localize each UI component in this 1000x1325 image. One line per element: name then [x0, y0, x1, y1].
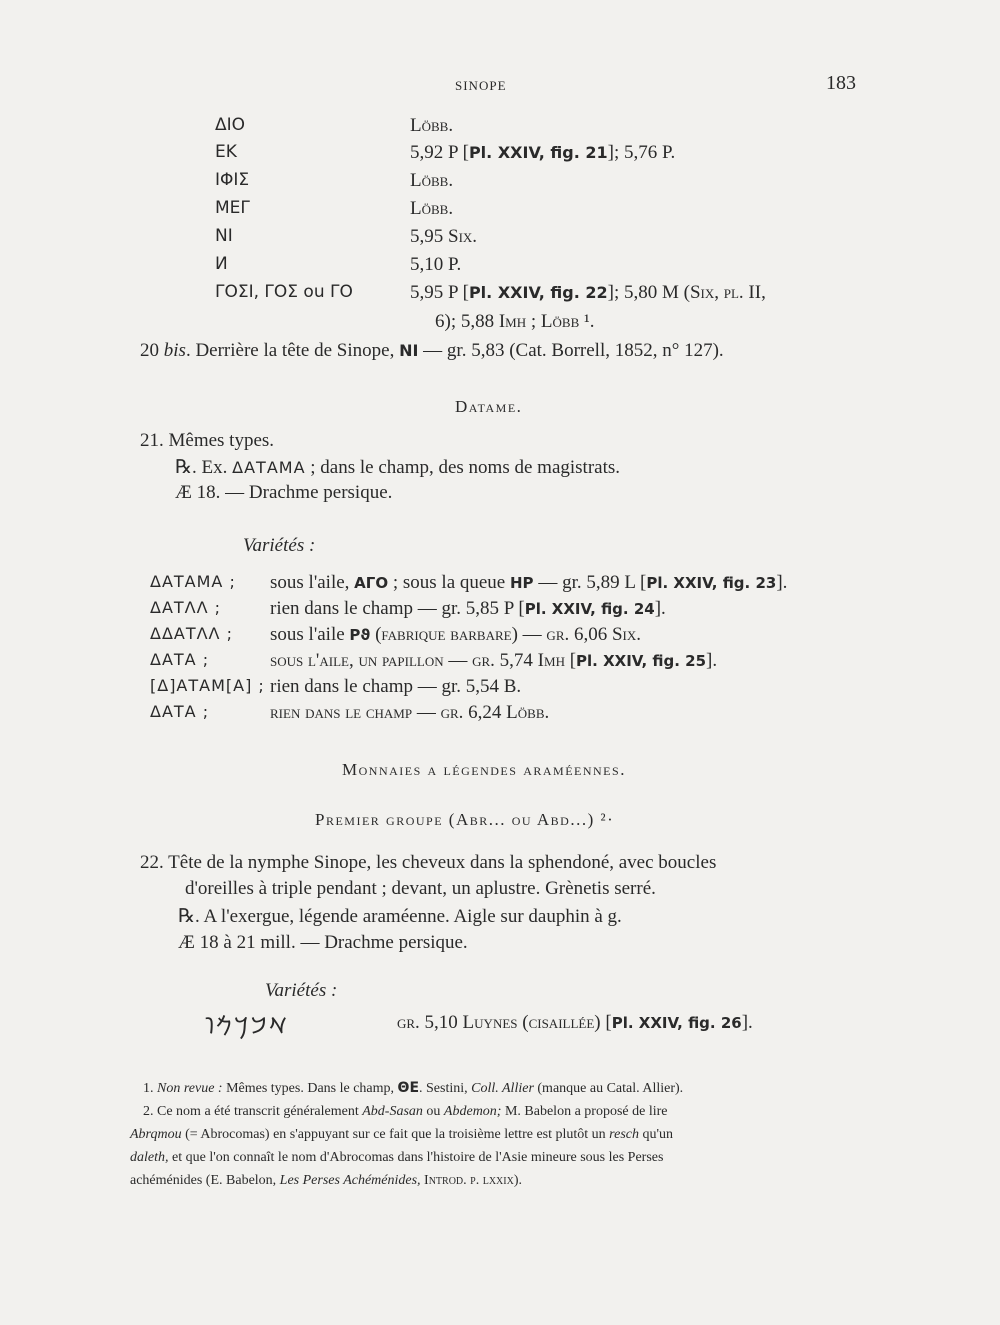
section-heading-datame: Datame. — [455, 397, 523, 416]
legend-text: ΜΕΓ — [215, 198, 250, 218]
legend-row — [215, 226, 875, 255]
legend-value: Löbb. — [410, 115, 454, 136]
footnote-2-line: daleth, et que l'on connaît le nom d'Abrocomas dans l'histoire de l'Asie mineure sous les Perses — [130, 1150, 664, 1165]
legend-text: И — [215, 254, 228, 274]
entry-22-metal: Æ 18 à 21 mill. — Drachme persique. — [178, 932, 468, 953]
legend-value: Löbb. — [410, 170, 454, 191]
entry-21-reverse: ℞. Ex. ΔΑΤΑΜΑ ; dans le champ, des noms de magistrats. — [175, 457, 621, 478]
variety-legend: ΔΔΑΤΛΛ ; — [150, 624, 233, 643]
footnote-1: 1. Non revue : Mêmes types. Dans le champ, ΘΕ. Sestini, Coll. Allier (manque au Catal. Allier). — [143, 1080, 684, 1096]
legend-text: ΓΟΣΙ, ΓΟΣ ou ΓΟ — [215, 282, 353, 302]
variety-description: sous l'aile, ΑΓΟ ; sous la queue ΗΡ — gr. 5,89 L [Pl. XXIV, fig. 23]. — [270, 572, 788, 593]
legend-row — [215, 282, 875, 311]
section-heading-aramean: Monnaies a légendes araméennes. — [342, 760, 626, 779]
legend-row — [215, 115, 875, 144]
entry-21-line: 21. Mêmes types. — [140, 430, 275, 451]
plate-reference: Pl. XXIV, fig. 25 — [576, 652, 707, 670]
reverse-symbol: ℞. — [178, 906, 200, 927]
legend-row — [215, 254, 875, 283]
entry-22-line: 22. Tête de la nymphe Sinope, les cheveux dans la sphendoné, avec boucles — [140, 852, 717, 873]
varietes-label: Variétés : — [265, 980, 338, 1001]
variety-legend: ΔΑΤΑΜΑ ; — [150, 572, 236, 591]
entry-20-bis: 20 bis. Derrière la tête de Sinope, ΝΙ — gr. 5,83 (Cat. Borrell, 1852, n° 127). — [140, 340, 724, 361]
running-head: SINOPE — [455, 78, 507, 93]
variety-legend: [Δ]ΑΤΑΜ[Α] ; — [150, 676, 265, 695]
entry-22-line: d'oreilles à triple pendant ; devant, un aplustre. Grènetis serré. — [185, 878, 656, 899]
aramean-legend: 𐡀𐡁𐡓𐡌𐡅 — [205, 1014, 289, 1039]
legend-continuation: 6); 5,88 Imh ; Löbb ¹. — [435, 311, 595, 332]
legend-row — [215, 198, 875, 227]
plate-reference: Pl. XXIV, fig. 24 — [524, 600, 655, 618]
legend-row — [215, 142, 875, 171]
variety-description: gr. 5,10 Luynes (cisaillée) [Pl. XXIV, fig. 26]. — [397, 1012, 753, 1033]
page-number: 183 — [826, 72, 856, 94]
footnote-2-line: 2. Ce nom a été transcrit généralement Abd-Sasan ou Abdemon; M. Babelon a proposé de lire — [143, 1104, 668, 1119]
variety-legend: ΔΑΤΛΛ ; — [150, 598, 222, 617]
footnote-2-line: achéménides (E. Babelon, Les Perses Achéménides, Introd. p. lxxix). — [130, 1173, 522, 1188]
plate-reference: Pl. XXIV, fig. 23 — [646, 574, 777, 592]
variety-legend: ΔΑΤΑ ; — [150, 650, 210, 669]
reverse-symbol: ℞. — [175, 457, 197, 478]
legend-row — [215, 170, 875, 199]
legend-text: ΕΚ — [215, 142, 237, 162]
footnote-2-line: Abrqmou (= Abrocomas) en s'appuyant sur ce fait que la troisième lettre est plutôt un resch qu'un — [130, 1127, 674, 1142]
plate-reference: Pl. XXIV, fig. 26 — [611, 1014, 742, 1032]
legend-text: ΝΙ — [215, 226, 233, 246]
varietes-label: Variétés : — [243, 535, 316, 556]
legend-value: 5,92 P [Pl. XXIV, fig. 21]; 5,76 P. — [410, 142, 676, 163]
variety-description: rien dans le champ — gr. 5,85 P [Pl. XXIV, fig. 24]. — [270, 598, 666, 619]
legend-value: Löbb. — [410, 198, 454, 219]
variety-legend: ΔΑΤΑ ; — [150, 702, 210, 721]
legend-value: 5,95 Six. — [410, 226, 478, 247]
entry-21-metal: Æ 18. — Drachme persique. — [175, 482, 393, 503]
legend-value: 5,95 P [Pl. XXIV, fig. 22]; 5,80 M (Six, pl. II, — [410, 282, 766, 303]
plate-reference: Pl. XXIV, fig. 21 — [468, 143, 608, 162]
legend-value: 5,10 P. — [410, 254, 462, 275]
variety-description: rien dans le champ — gr. 5,54 B. — [270, 676, 522, 697]
plate-reference: Pl. XXIV, fig. 22 — [468, 283, 608, 302]
datame-varieties — [150, 572, 870, 742]
legend-text: ΙΦΙΣ — [215, 170, 250, 190]
variety-description: sous l'aile Ρϑ (fabrique barbare) — gr. 6,06 Six. — [270, 624, 642, 645]
entry-22-reverse: ℞. A l'exergue, légende araméenne. Aigle sur dauphin à g. — [178, 906, 622, 927]
legend-text: ΔΙΟ — [215, 115, 246, 135]
variety-description: sous l'aile, un papillon — gr. 5,74 Imh [Pl. XXIV, fig. 25]. — [270, 650, 718, 671]
section-heading-group: Premier groupe (Abr... ou Abd...) ²· — [315, 810, 615, 829]
variety-description: rien dans le champ — gr. 6,24 Löbb. — [270, 702, 550, 723]
